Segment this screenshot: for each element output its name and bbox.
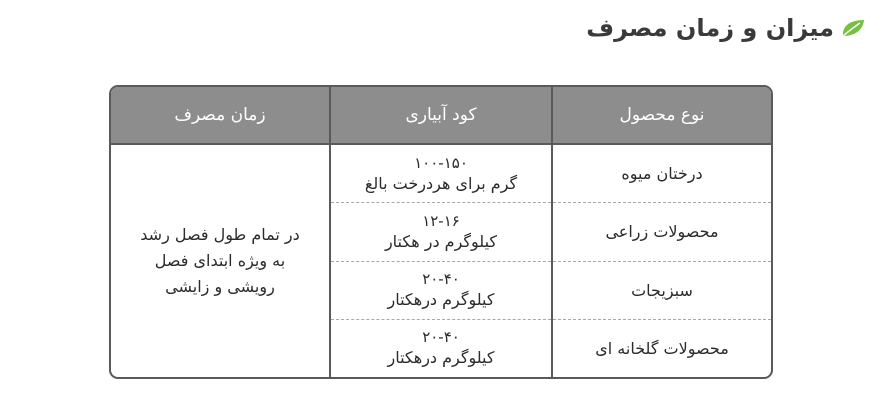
section-heading bbox=[586, 14, 866, 42]
fertilization-column bbox=[329, 145, 551, 377]
amount-unit: گرم برای هردرخت بالغ bbox=[364, 173, 518, 193]
fertilization-cell bbox=[331, 319, 551, 377]
product-cell: محصولات زراعی bbox=[553, 202, 771, 260]
amount-unit: کیلوگرم درهکتار bbox=[387, 290, 495, 310]
fertilization-cell bbox=[331, 202, 551, 260]
usage-table bbox=[109, 85, 773, 379]
amount-unit: کیلوگرم در هکتار bbox=[384, 231, 498, 251]
fertilization-cell bbox=[331, 261, 551, 319]
usage-time-column bbox=[111, 145, 329, 377]
product-column bbox=[551, 145, 771, 377]
table-header-row bbox=[111, 87, 771, 145]
fertilization-cell bbox=[331, 145, 551, 202]
header-usage-time: زمان مصرف bbox=[174, 105, 266, 125]
amount-range: ۱۲-۱۶ bbox=[422, 211, 460, 230]
table-body bbox=[111, 145, 771, 377]
usage-time-line: رویشی و زایشی bbox=[165, 277, 275, 296]
amount-unit: کیلوگرم درهکتار bbox=[387, 348, 495, 368]
header-product-type: نوع محصول bbox=[551, 87, 771, 143]
amount-range: ۱۰۰-۱۵۰ bbox=[414, 153, 468, 172]
amount-range: ۲۰-۴۰ bbox=[422, 328, 460, 347]
amount-range: ۲۰-۴۰ bbox=[422, 270, 460, 289]
header-fertilization-code: کود آبیاری bbox=[329, 87, 551, 143]
product-cell: محصولات گلخانه ای bbox=[553, 319, 771, 377]
product-cell: درختان میوه bbox=[621, 164, 703, 184]
usage-time-line: در تمام طول فصل رشد bbox=[140, 225, 300, 244]
page-title: میزان و زمان مصرف bbox=[586, 14, 834, 42]
product-cell: سبزیجات bbox=[553, 261, 771, 319]
usage-time-cell bbox=[111, 145, 329, 377]
usage-time-line: به ویژه ابتدای فصل bbox=[154, 251, 286, 270]
leaf-icon bbox=[840, 18, 866, 38]
